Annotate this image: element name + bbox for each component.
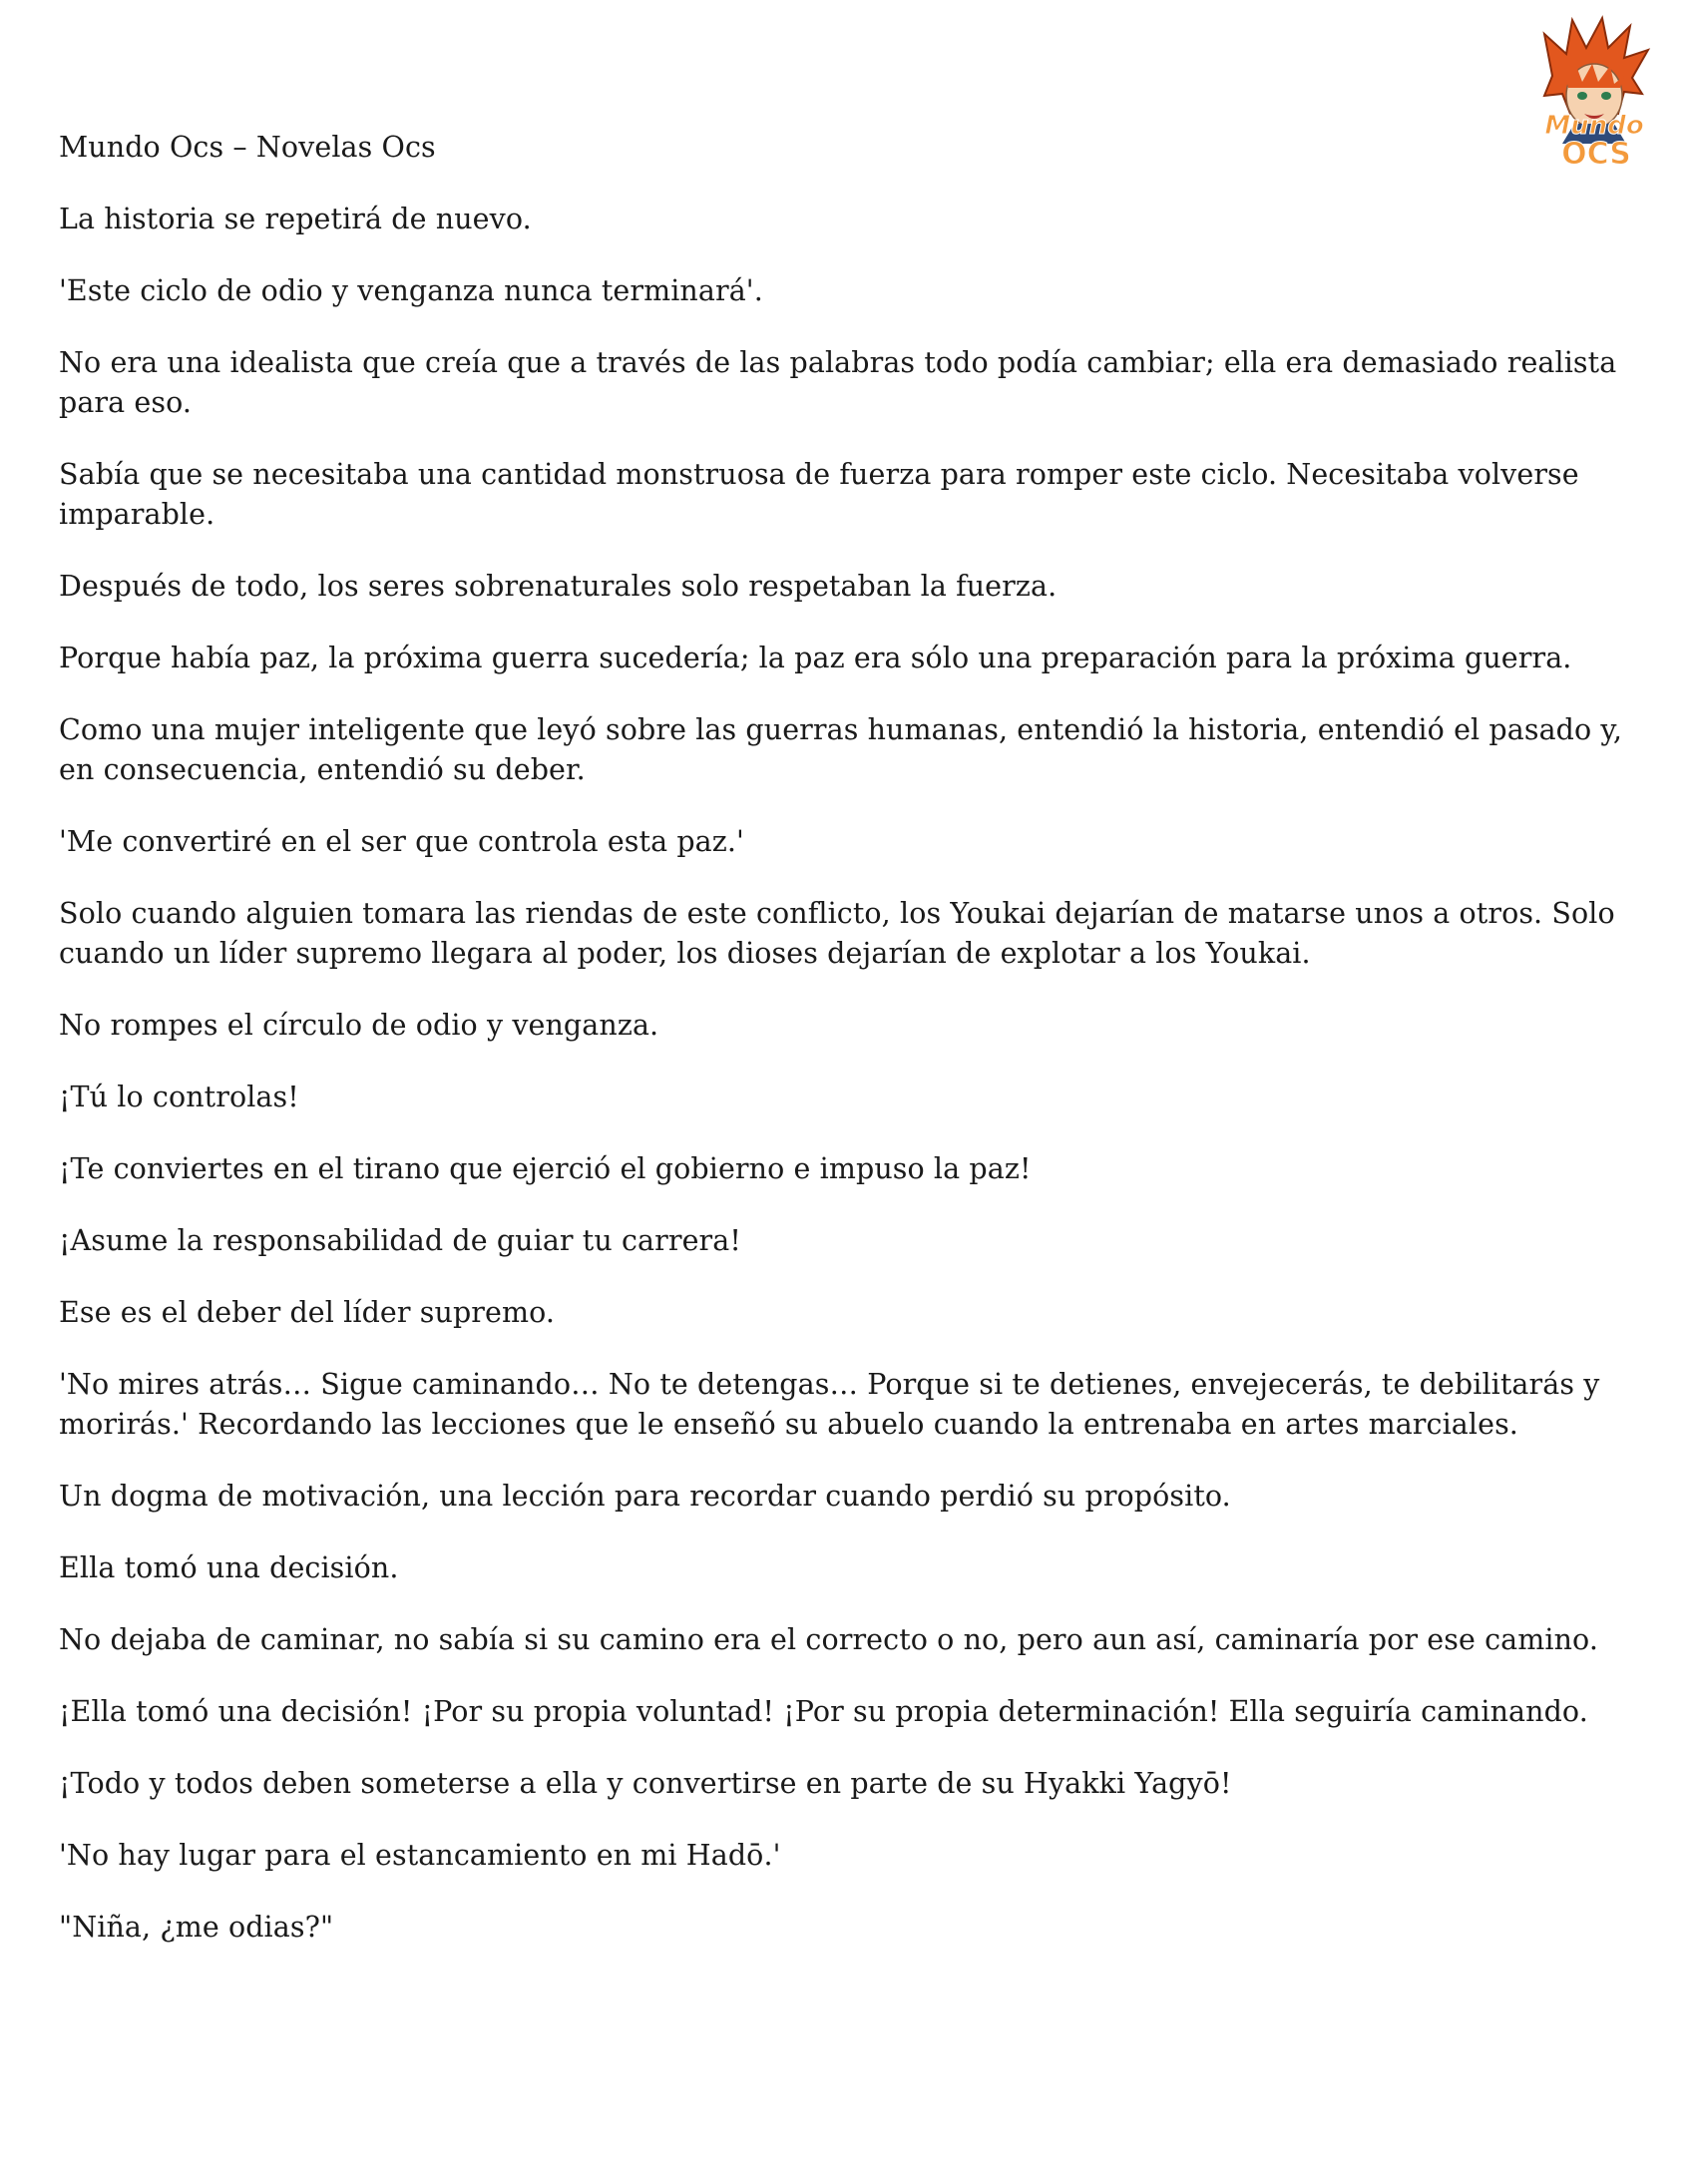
paragraph: Un dogma de motivación, una lección para recordar cuando perdió su propósito. [59, 1480, 1231, 1513]
paragraph: ¡Ella tomó una decisión! ¡Por su propia voluntad! ¡Por su propia determinación! Ella seguiría caminando. [59, 1695, 1588, 1728]
paragraph: "Niña, ¿me odias?" [59, 1911, 334, 1944]
paragraph: 'Me convertiré en el ser que controla esta paz.' [59, 825, 744, 858]
paragraph: 'No hay lugar para el estancamiento en mi Hadō.' [59, 1839, 781, 1872]
document-body [59, 128, 1645, 1948]
paragraph: 'No mires atrás… Sigue caminando… No te detengas… Porque si te detienes, envejecerás, te debilitarás y morirás.' Recordando las lecciones que le enseñó su abuelo cuando la entrenaba en artes marciales. [59, 1368, 1600, 1441]
paragraph: Ese es el deber del líder supremo. [59, 1296, 556, 1329]
paragraph: Ella tomó una decisión. [59, 1551, 399, 1584]
paragraph: Como una mujer inteligente que leyó sobre las guerras humanas, entendió la historia, entendió el pasado y, en consecuencia, entendió su deber. [59, 713, 1622, 786]
paragraph: Sabía que se necesitaba una cantidad monstruosa de fuerza para romper este ciclo. Necesitaba volverse imparable. [59, 458, 1579, 531]
paragraph: Después de todo, los seres sobrenaturales solo respetaban la fuerza. [59, 570, 1058, 603]
paragraph: 'Este ciclo de odio y venganza nunca terminará'. [59, 274, 763, 307]
paragraph: No era una idealista que creía que a través de las palabras todo podía cambiar; ella era demasiado realista para eso. [59, 346, 1617, 419]
paragraph: No rompes el círculo de odio y venganza. [59, 1009, 659, 1042]
paragraph: ¡Tú lo controlas! [59, 1081, 299, 1113]
document-header: Mundo Ocs – Novelas Ocs [59, 131, 436, 164]
paragraph: ¡Te conviertes en el tirano que ejerció el gobierno e impuso la paz! [59, 1152, 1032, 1185]
paragraph: ¡Todo y todos deben someterse a ella y convertirse en parte de su Hyakki Yagyō! [59, 1767, 1232, 1800]
paragraph: Porque había paz, la próxima guerra sucedería; la paz era sólo una preparación para la próxima guerra. [59, 642, 1572, 674]
paragraph: La historia se repetirá de nuevo. [59, 203, 532, 235]
svg-text:OCS: OCS [1561, 137, 1631, 172]
paragraph: No dejaba de caminar, no sabía si su camino era el correcto o no, pero aun así, caminaría por ese camino. [59, 1623, 1598, 1656]
paragraph: ¡Asume la responsabilidad de guiar tu carrera! [59, 1224, 741, 1257]
paragraph: Solo cuando alguien tomara las riendas de este conflicto, los Youkai dejarían de matarse unos a otros. Solo cuando un líder supremo llegara al poder, los dioses dejarían de explotar a los Youkai. [59, 897, 1615, 970]
svg-text:Mundo: Mundo [1544, 111, 1644, 141]
